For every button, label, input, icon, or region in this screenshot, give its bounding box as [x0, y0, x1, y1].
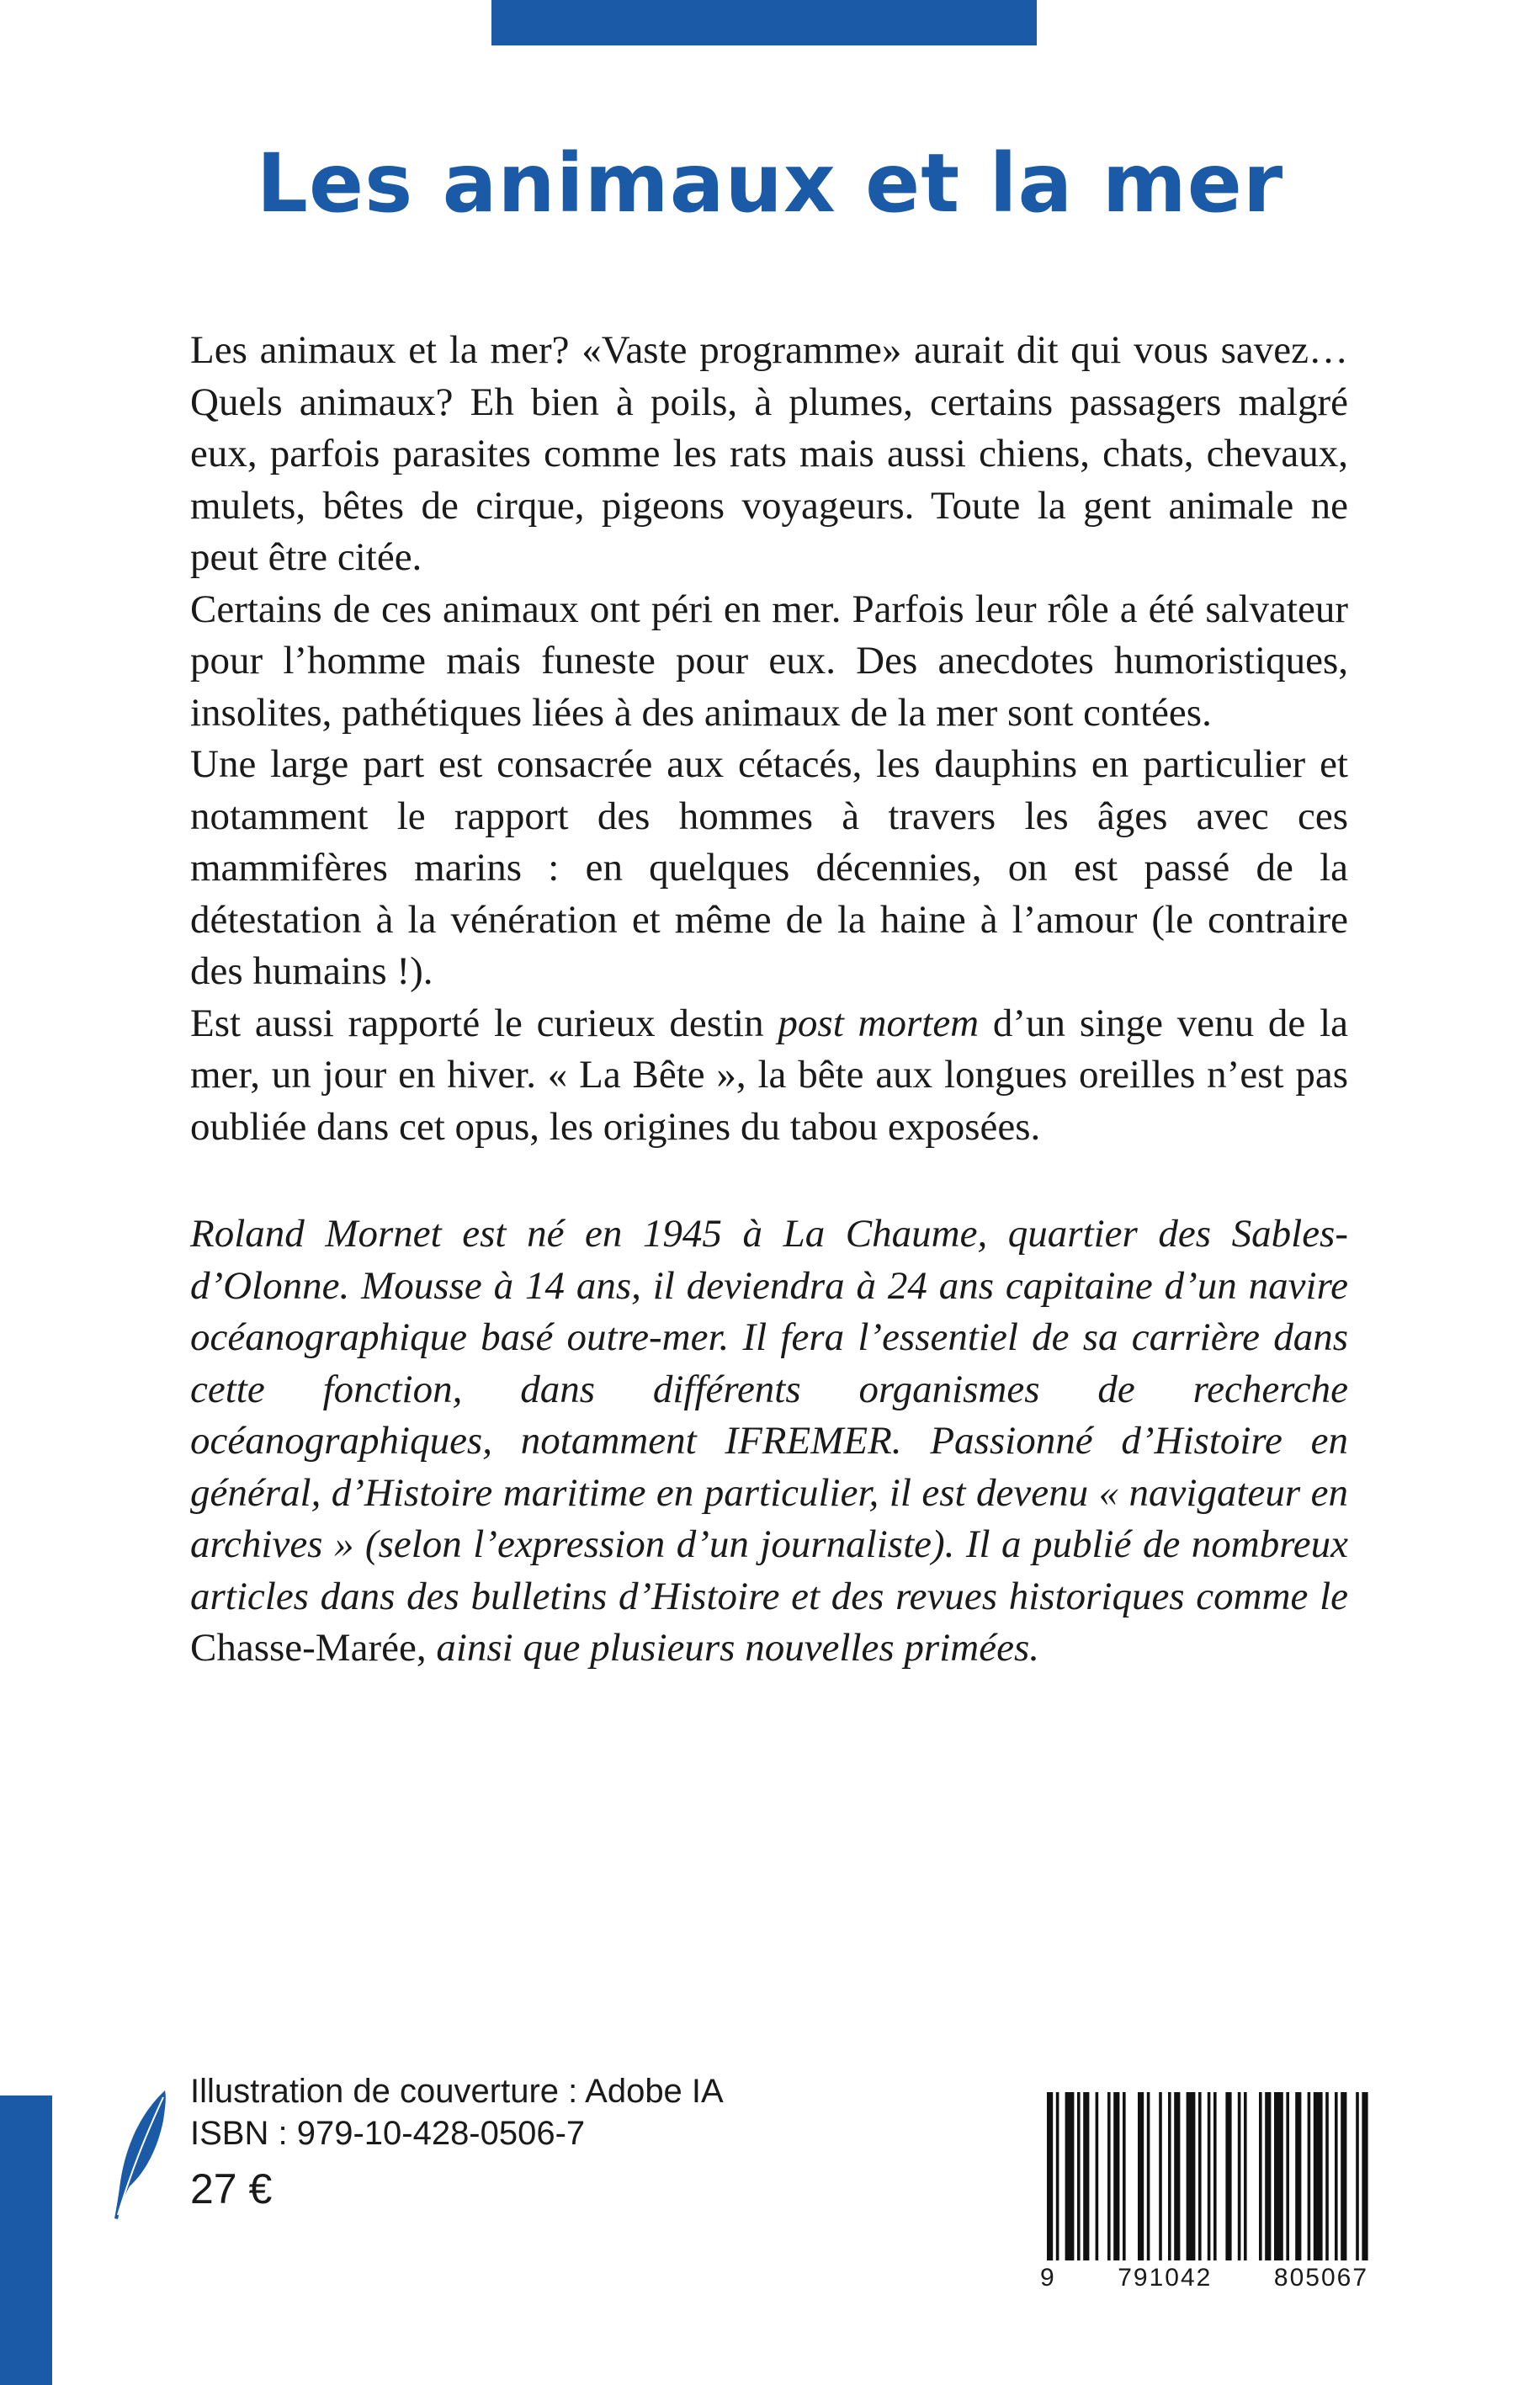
barcode-bar: [1238, 2092, 1241, 2260]
barcode-digit-group: 791042: [1118, 2264, 1213, 2292]
blurb-paragraph: Les animaux et la mer? «Vaste programme» aurait dit qui vous savez… Quels animaux? Eh bien à poils, à plumes, certains passagers malgré eux, parfois parasites comme les rats mais aussi chiens, chats, chevaux, mulets, bêtes de cirque, pigeons voyageurs. Toute la gent animale ne peut être citée.: [190, 328, 1348, 579]
barcode-bar: [1198, 2092, 1202, 2260]
barcode-bar: [1047, 2092, 1053, 2260]
barcode-bar: [1225, 2092, 1231, 2260]
barcode-bar: [1138, 2092, 1144, 2260]
barcode-bar: [1159, 2092, 1162, 2260]
barcode-bar: [1096, 2092, 1099, 2260]
barcode-bar: [1113, 2092, 1119, 2260]
barcode-bar: [1325, 2092, 1329, 2260]
blurb-paragraph: [190, 998, 1348, 1154]
barcode-digits: [1040, 2264, 1368, 2292]
barcode-bar: [1213, 2092, 1217, 2260]
barcode-bar: [1265, 2092, 1271, 2260]
barcode-bar: [1308, 2092, 1311, 2260]
barcode-bar: [1295, 2092, 1301, 2260]
barcode-digit-group: 805067: [1273, 2264, 1368, 2292]
bio-text: ainsi que plusieurs nouvelles primées.: [426, 1626, 1039, 1670]
publication-info: [190, 2070, 724, 2218]
barcode-bar: [1362, 2092, 1367, 2260]
barcode-bar: [1274, 2092, 1283, 2260]
blurb-text: d’un singe venu de la mer, un jour en hiver. « La Bête », la bête aux longues oreilles n’est pas oubliée dans cet opus, les origines du tabou exposées.: [190, 1001, 1348, 1149]
barcode-bar: [1335, 2092, 1338, 2260]
barcode-bar: [1147, 2092, 1150, 2260]
barcode-bar: [1356, 2092, 1359, 2260]
book-title: Les animaux et la mer: [256, 136, 1284, 231]
magazine-name: Chasse-Marée,: [190, 1626, 427, 1670]
book-price: 27 €: [190, 2165, 273, 2212]
barcode-bar: [1107, 2092, 1111, 2260]
top-accent-bar: [491, 0, 1037, 45]
barcode-bar: [1341, 2092, 1346, 2260]
barcode-bar: [1083, 2092, 1089, 2260]
blurb-italic-text: post mortem: [778, 1001, 980, 1045]
blurb-text: Est aussi rapporté le curieux destin: [190, 1001, 778, 1045]
barcode-bar: [1259, 2092, 1262, 2260]
author-bio: [190, 1208, 1348, 1675]
barcode-bar: [1123, 2092, 1126, 2260]
bio-text: Roland Mornet est né en 1945 à La Chaume, quartier des Sables-d’Olonne. Mousse à 14 ans, il deviendra à 24 ans capitaine d’un navire océanographique basé outre-mer. Il fera l’essentiel de sa carrière dans cette fonction, dans différents organismes de recherche océanographiques, notamment IFREMER. Passionné d’Histoire en général, d’Histoire maritime en particulier, il est devenu « navigateur en archives » (selon l’expression d’un journaliste). Il a publié de nombreux articles dans des bulletins d’Histoire et des revues historiques comme le: [190, 1212, 1348, 1618]
barcode-bar: [1168, 2092, 1171, 2260]
barcode-bar: [1065, 2092, 1075, 2260]
book-blurb: [190, 325, 1348, 1153]
barcode-lead-digit: 9: [1040, 2264, 1056, 2292]
barcode-image: [1040, 2087, 1368, 2264]
illustration-credit: Illustration de couverture : Adobe IA: [190, 2073, 724, 2110]
blurb-paragraph: Certains de ces animaux ont péri en mer. Parfois leur rôle a été salvateur pour l’homme mais funeste pour eux. Des anecdotes humoristiques, insolites, pathétiques liées à des animaux de la mer sont contées.: [190, 587, 1348, 735]
barcode-bar: [1286, 2092, 1289, 2260]
barcode-bar: [1208, 2092, 1211, 2260]
barcode-bar: [1187, 2092, 1196, 2260]
blurb-paragraph: Une large part est consacrée aux cétacés, les dauphins en particulier et notamment le rapport des hommes à travers les âges avec ces mammifères marins : en quelques décennies, on est passé de la détestation à la vénération et même de la haine à l’amour (le contraire des humains !).: [190, 742, 1348, 993]
left-accent-bar: [0, 2096, 52, 2385]
isbn-number: ISBN : 979-10-428-0506-7: [190, 2115, 586, 2152]
feather-icon: [108, 2087, 175, 2222]
barcode-bar: [1056, 2092, 1059, 2260]
barcode-bar: [1077, 2092, 1081, 2260]
barcode-bar: [1174, 2092, 1180, 2260]
barcode-bar: [1244, 2092, 1247, 2260]
barcode-bar: [1314, 2092, 1323, 2260]
